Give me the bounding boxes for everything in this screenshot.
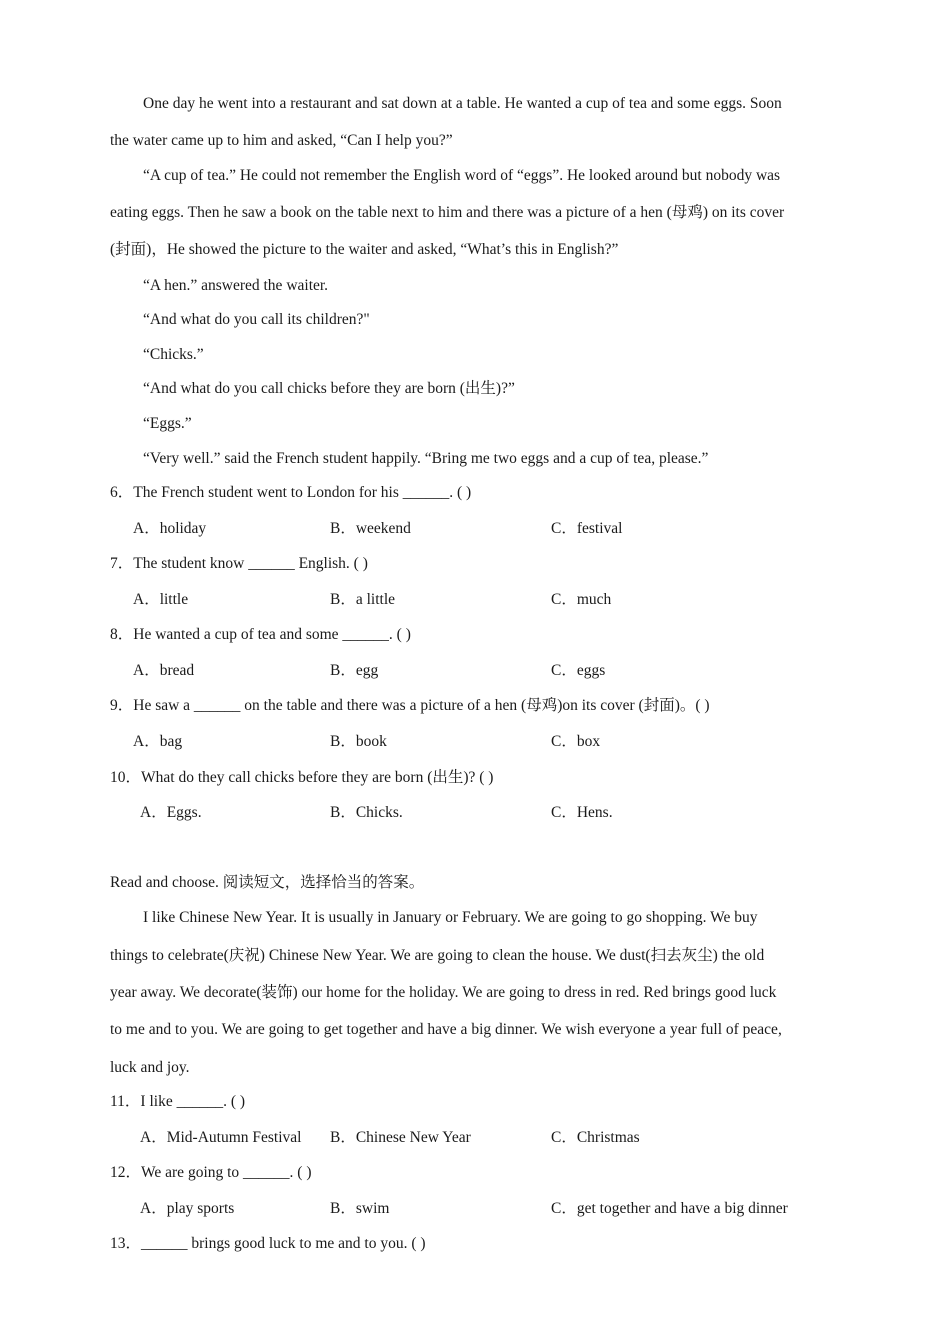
option-b[interactable]: B．swim [330, 1200, 390, 1217]
passage2-line: I like Chinese New Year. It is usually in January or February. We are going to go shopping. We buy [143, 909, 758, 926]
question-11: 11．I like ______. ( ) [110, 1093, 246, 1110]
dialogue-line: “And what do you call chicks before they are born (出生)?” [143, 380, 515, 397]
option-c[interactable]: C．get together and have a big dinner [551, 1200, 788, 1217]
option-b[interactable]: B．weekend [330, 520, 411, 537]
option-b[interactable]: B．a little [330, 591, 396, 608]
passage1-line: “A cup of tea.” He could not remember the English word of “eggs”. He looked around but nobody was [143, 167, 781, 184]
question-12: 12．We are going to ______. ( ) [110, 1164, 312, 1181]
option-b[interactable]: B．egg [330, 662, 379, 679]
option-a[interactable]: A．little [133, 591, 189, 608]
option-c[interactable]: C．eggs [551, 662, 606, 679]
dialogue-line: “Chicks.” [143, 346, 204, 363]
option-a[interactable]: A．holiday [133, 520, 207, 537]
passage1-line: (封面)，He showed the picture to the waiter and asked, “What’s this in English?” [110, 241, 619, 258]
passage1-line: eating eggs. Then he saw a book on the table next to him and there was a picture of a hen (母鸡) on its cover [110, 204, 785, 221]
option-a[interactable]: A．bread [133, 662, 195, 679]
section-heading: Read and choose. 阅读短文，选择恰当的答案。 [110, 874, 425, 891]
question-6: 6．The French student went to London for his ______. ( ) [110, 484, 472, 501]
option-c[interactable]: C．box [551, 733, 601, 750]
passage1-line: the water came up to him and asked, “Can I help you?” [110, 132, 453, 149]
option-c[interactable]: C．Christmas [551, 1129, 640, 1146]
passage1-line: One day he went into a restaurant and sat down at a table. He wanted a cup of tea and some eggs. Soon [143, 95, 782, 112]
option-a[interactable]: A．bag [133, 733, 183, 750]
option-c[interactable]: C．festival [551, 520, 623, 537]
question-7: 7．The student know ______ English. ( ) [110, 555, 368, 572]
passage2-line: luck and joy. [110, 1059, 190, 1076]
question-8: 8．He wanted a cup of tea and some ______. ( ) [110, 626, 411, 643]
dialogue-line: “And what do you call its children?" [143, 311, 370, 328]
passage2-line: things to celebrate(庆祝) Chinese New Year. We are going to clean the house. We dust(扫去灰尘) the old [110, 947, 765, 964]
passage2-line: year away. We decorate(装饰) our home for the holiday. We are going to dress in red. Red brings good luck [110, 984, 777, 1001]
option-a[interactable]: A．Mid-Autumn Festival [140, 1129, 302, 1146]
dialogue-line: “Eggs.” [143, 415, 192, 432]
option-b[interactable]: B．Chicks. [330, 804, 403, 821]
option-b[interactable]: B．Chinese New Year [330, 1129, 471, 1146]
option-a[interactable]: A．play sports [140, 1200, 235, 1217]
option-b[interactable]: B．book [330, 733, 387, 750]
passage2-line: to me and to you. We are going to get together and have a big dinner. We wish everyone a year full of peace, [110, 1021, 782, 1038]
dialogue-line: “A hen.” answered the waiter. [143, 277, 329, 294]
dialogue-line: “Very well.” said the French student happily. “Bring me two eggs and a cup of tea, please.” [143, 450, 709, 467]
question-9: 9．He saw a ______ on the table and there was a picture of a hen (母鸡)on its cover (封面)。( ) [110, 697, 710, 714]
option-c[interactable]: C．Hens. [551, 804, 613, 821]
question-13: 13．______ brings good luck to me and to you. ( ) [110, 1235, 426, 1252]
option-c[interactable]: C．much [551, 591, 612, 608]
option-a[interactable]: A．Eggs. [140, 804, 202, 821]
question-10: 10．What do they call chicks before they are born (出生)? ( ) [110, 769, 494, 786]
